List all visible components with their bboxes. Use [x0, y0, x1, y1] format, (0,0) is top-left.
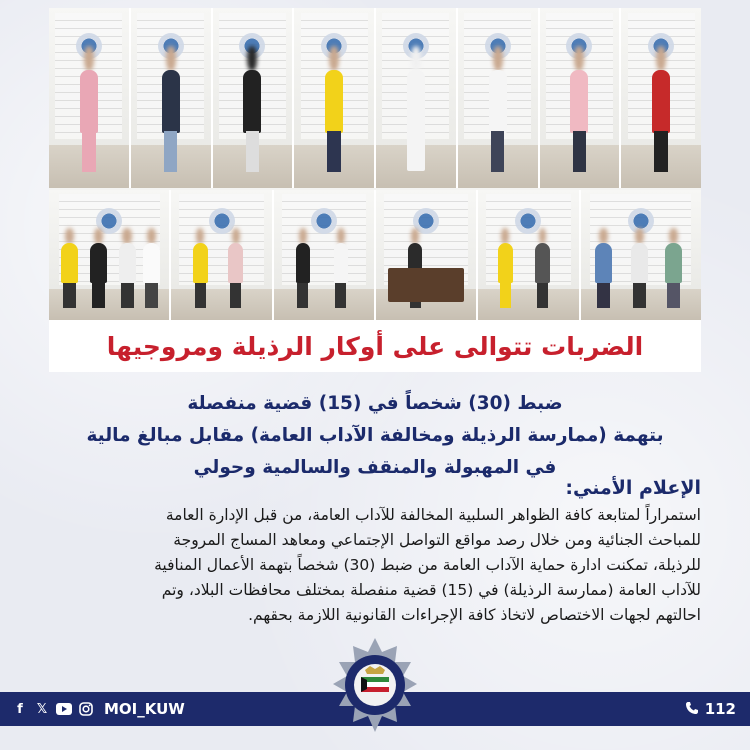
facebook-icon[interactable]: f [17, 701, 23, 717]
suspects-photo-collage [49, 8, 701, 320]
article-body [49, 503, 701, 628]
group-photo [581, 190, 701, 320]
body-line: احالتهم لجهات الاختصاص لاتخاذ كافة الإجراءات القانونية اللازمة بحقهم. [248, 606, 701, 624]
group-photo [171, 190, 273, 320]
seized-items-photo [376, 190, 478, 320]
phone-icon [685, 700, 699, 719]
body-line: للمباحث الجنائية ومن خلال رصد مواقع التواصل الإجتماعي ومعاهد المساج المروجة [173, 531, 701, 549]
suspect-photo [131, 8, 213, 188]
headline-banner [49, 320, 701, 372]
instagram-icon[interactable] [78, 701, 94, 717]
body-line: للرذيلة، تمكنت ادارة حماية الآداب العامة من ضبط (30) شخصاً بتهمة الأعمال المنافية [154, 556, 701, 574]
photo-row-top [49, 8, 701, 188]
suspect-photo [621, 8, 701, 188]
summary-line: بتهمة (ممارسة الرذيلة ومخالفة الآداب العامة) مقابل مبالغ مالية [86, 425, 664, 446]
summary-line: في المهبولة والمنقف والسالمية وحولي [193, 457, 557, 478]
summary-block [60, 388, 690, 484]
group-photo [49, 190, 171, 320]
hotline[interactable] [685, 692, 736, 726]
x-icon[interactable]: 𝕏 [36, 701, 48, 717]
group-photo [274, 190, 376, 320]
suspect-photo [213, 8, 295, 188]
social-links [12, 692, 185, 726]
suspect-photo [540, 8, 622, 188]
group-photo [478, 190, 580, 320]
hotline-number: 112 [704, 700, 736, 718]
section-heading: الإعلام الأمني: [565, 477, 701, 499]
suspect-photo [49, 8, 131, 188]
youtube-icon[interactable] [56, 701, 72, 717]
social-handle[interactable]: MOI_KUW [104, 700, 185, 718]
summary-line: ضبط (30) شخصاً في (15) قضية منفصلة [187, 393, 563, 414]
body-line: للآداب العامة (ممارسة الرذيلة) في (15) قضية منفصلة بمختلف محافظات البلاد، وتم [161, 581, 701, 599]
suspect-photo [376, 8, 458, 188]
suspect-photo [458, 8, 540, 188]
suspect-photo [294, 8, 376, 188]
body-line: استمراراً لمتابعة كافة الظواهر السلبية المخالفة للآداب العامة، من قبل الإدارة العامة [165, 506, 701, 524]
headline: الضربات تتوالى على أوكار الرذيلة ومروجيها [106, 331, 644, 361]
photo-row-bottom [49, 190, 701, 320]
kuwait-police-badge-icon [325, 636, 425, 736]
